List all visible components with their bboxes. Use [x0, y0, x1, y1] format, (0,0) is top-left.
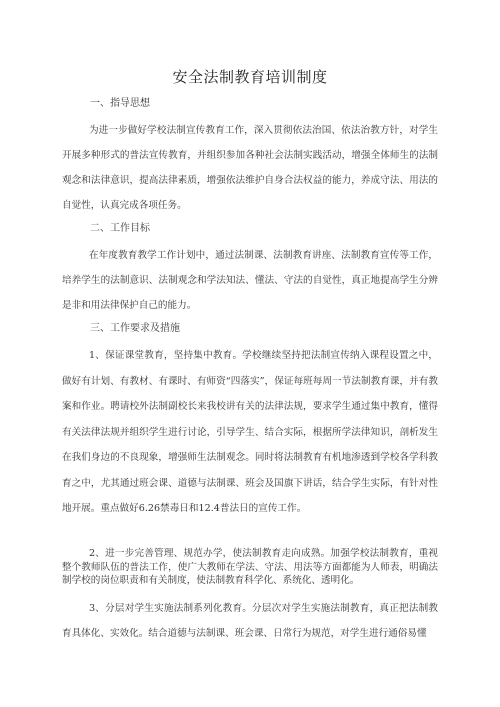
- paragraph-requirement-1: 1、保证课堂教育，坚持集中教育。学校继续坚持把法制宣传纳入课程设置之中，做好有计划、有教材、有课时、有师资“四落实”，保证每班每周一节法制教育课，并有教案和作业。聘请校外法制副校长来我校讲有关的法律法规，要求学生通过集中教育，懂得有关法律法规并组织学生进行讨论，引导学生、结合实际，根据所学法律知识，剖析发生在我们身边的不良现象，增强师生法制观念。同时将法制教育有机地渗透到学校各学科教育之中，尤其通过班会课、道德与法制课、班会及国旗下讲话，结合学生实际，有针对性地开展。重点做好6.26禁毒日和12.4普法日的宣传工作。: [62, 350, 438, 514]
- section-heading-requirements: 三、工作要求及措施: [90, 323, 180, 334]
- document-title: 安全法制教育培训制度: [172, 68, 328, 86]
- paragraph-requirement-2: 2、进一步完善管理、规范办学，使法制教育走向成熟。加强学校法制教育，重视整个教师队伍的普法工作，使广大教师在学法、守法、用法等方面都能为人师表，明确法制学校的岗位职责和有关制度，使法制教育科学化、系统化、透明化。: [62, 548, 438, 587]
- paragraph-work-goals: 在年度教育教学工作计划中，通过法制课、法制教育讲座、法制教育宣传等工作，培养学生的法制意识、法制观念和学法知法、懂法、守法的自觉性，真正地提高学生分辨是非和用法律保护自己的能力。: [62, 250, 438, 311]
- paragraph-requirement-3: 3、分层对学生实施法制系列化教育。分层次对学生实施法制教育，真正把法制教育具体化、实效化。结合道德与法制课、班会课、日常行为规范，对学生进行通俗易懂: [62, 603, 438, 639]
- section-heading-work-goals: 二、工作目标: [90, 223, 150, 234]
- paragraph-guiding-thought: 为进一步做好学校法制宣传教育工作，深入贯彻依法治国、依法治教方针，对学生开展多种形式的普法宣传教育，并组织参加各种社会法制实践活动，增强全体师生的法制观念和法律意识，提高法律素质，增强依法维护自身合法权益的能力，养成守法、用法的自觉性，认真完成各项任务。: [62, 125, 438, 211]
- section-heading-guiding-thought: 一、指导思想: [90, 98, 150, 109]
